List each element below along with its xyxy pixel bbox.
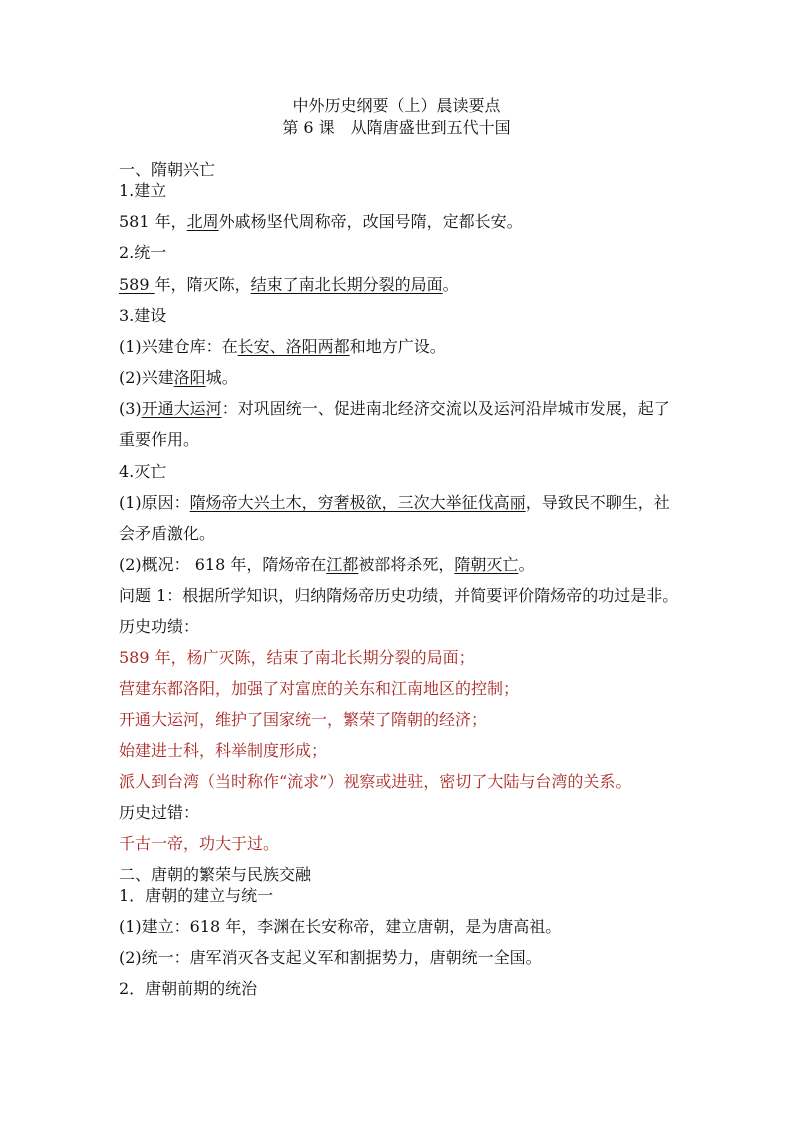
fault-item: 千古一帝，功大于过。 (119, 834, 280, 853)
merit-item: 589 年，杨广灭陈，结束了南北长期分裂的局面； (119, 648, 475, 667)
text-span: 和地方广设。 (349, 337, 446, 356)
subheading-early-tang-rule: 2．唐朝前期的统治 (119, 979, 258, 998)
merit-item: 始建进士科，科举制度形成； (119, 741, 328, 760)
text-span: 年，隋灭陈， (154, 275, 251, 294)
merit-item: 开通大运河，维护了国家统一，繁荣了隋朝的经济； (119, 710, 488, 729)
text-span: (1)兴建仓库：在 (119, 337, 238, 356)
underlined-term: 隋炀帝大兴土木，穷奢极欲，三次大举征伐高丽 (189, 493, 526, 512)
text-span: ：对巩固统一、促进南北经济交流以及运河沿岸城市发展，起了重要作用。 (119, 399, 670, 449)
paragraph-grand-canal (119, 393, 679, 455)
text-span: 被部将杀死， (358, 555, 455, 574)
faults-label: 历史过错： (119, 803, 200, 822)
text-span: 。 (518, 555, 535, 574)
underlined-term: 结束了南北长期分裂的局面 (250, 275, 443, 294)
subheading-unification: 2.统一 (119, 243, 167, 262)
underlined-term: 开通大运河 (141, 399, 222, 418)
text-span: (2)概况： 618 年，隋炀帝在 (119, 555, 327, 574)
underlined-term: 589 (119, 275, 155, 294)
paragraph-granaries (119, 337, 446, 357)
section-heading-sui: 一、隋朝兴亡 (119, 160, 216, 179)
underlined-term: 隋朝灭亡 (454, 555, 519, 574)
text-span: (3) (119, 399, 142, 418)
paragraph-tang-founding: (1)建立：618 年，李渊在长安称帝，建立唐朝，是为唐高祖。 (119, 917, 562, 936)
text-span: 581 年， (119, 212, 187, 231)
subheading-tang-founding: 1．唐朝的建立与统一 (119, 886, 274, 905)
paragraph-tang-unification: (2)统一：唐军消灭各支起义军和割据势力，唐朝统一全国。 (119, 948, 542, 967)
text-span: 。 (442, 275, 459, 294)
paragraph-fall-overview (119, 555, 534, 575)
text-span: (1)原因： (119, 493, 190, 512)
underlined-term: 江都 (326, 555, 359, 574)
paragraph-fall-causes (119, 487, 679, 549)
section-heading-tang: 二、唐朝的繁荣与民族交融 (119, 865, 312, 884)
text-span: 外戚杨坚代周称帝，改国号隋，定都长安。 (218, 212, 523, 231)
subheading-fall: 4.灭亡 (119, 462, 167, 481)
text-span: ，导致民不聊生，社会矛盾激化。 (119, 493, 670, 543)
underlined-term: 洛阳 (173, 368, 206, 387)
document-title: 中外历史纲要（上）晨读要点 (292, 96, 501, 115)
text-span: 城。 (205, 368, 238, 387)
text-span: (2)兴建 (119, 368, 174, 387)
merits-label: 历史功绩： (119, 617, 200, 636)
merit-item: 派人到台湾（当时称作“流求”）视察或进驻，密切了大陆与台湾的关系。 (119, 772, 632, 791)
subheading-construction: 3.建设 (119, 306, 167, 325)
lesson-subtitle: 第 6 课 从隋唐盛世到五代十国 (282, 118, 511, 137)
merit-item: 营建东都洛阳，加强了对富庶的关东和江南地区的控制； (119, 679, 520, 698)
paragraph-luoyang (119, 368, 238, 388)
paragraph-founding (119, 212, 523, 232)
question-1: 问题 1：根据所学知识，归纳隋炀帝历史功绩，并简要评价隋炀帝的功过是非。 (119, 586, 679, 605)
underlined-term: 北周 (186, 212, 219, 231)
subheading-founding: 1.建立 (119, 181, 167, 200)
underlined-term: 长安、洛阳两都 (237, 337, 350, 356)
paragraph-unification (119, 275, 459, 295)
